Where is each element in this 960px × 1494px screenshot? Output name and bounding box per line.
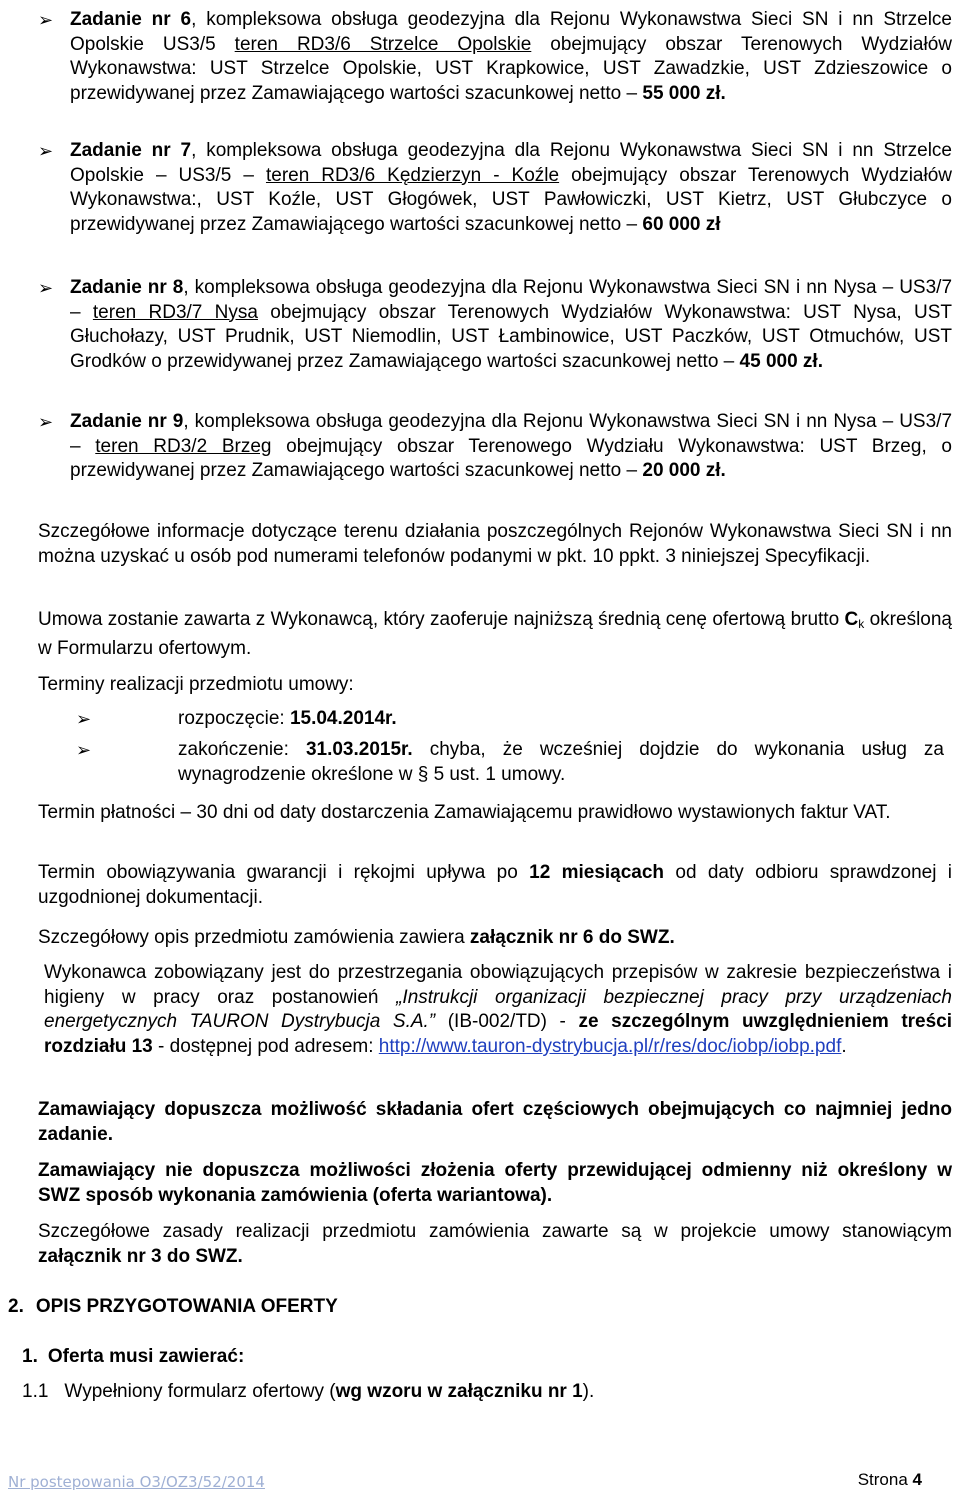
contract-draft-text: Szczegółowe zasady realizacji przedmiotu zamówienia zawarte są w projekcie umowy stanowiącym załącznik nr 3 do SWZ.: [38, 1221, 952, 1267]
terms-heading-paragraph: [38, 673, 952, 698]
footer-page-number: Strona 4: [857, 1470, 922, 1489]
warranty-paragraph: [38, 861, 952, 910]
partial-offers-paragraph: [38, 1098, 952, 1147]
info-paragraph: [38, 520, 952, 569]
iobp-link[interactable]: http://www.tauron-dystrybucja.pl/r/res/doc/iobp/iobp.pdf: [378, 1036, 842, 1058]
contract-paragraph: [38, 608, 952, 661]
arrow-bullet-icon: ➢: [38, 141, 54, 161]
details-text: Szczegółowe informacje dotyczące terenu działania poszczególnych Rejonów Wykonawstwa Sieci SN i nn można uzyskać u osób pod numerami telefonów podanymi w pkt. 10 ppkt. 3 niniejszej Specyfikacji.: [38, 521, 952, 567]
end-date-text: zakończenie: 31.03.2015r. chyba, że wcześniej dojdzie do wykonania usług za wynagrodzenie określone w § 5 ust. 1 umowy.: [178, 739, 944, 785]
task-7-bullet: [0, 139, 960, 238]
spec-paragraph: [38, 926, 952, 951]
task-6-bullet: [0, 8, 960, 107]
contract-draft-paragraph: [38, 1220, 952, 1269]
start-date-text: rozpoczęcie: 15.04.2014r.: [178, 708, 397, 729]
task-8-bullet: [0, 276, 960, 375]
safety-text: Wykonawca zobowiązany jest do przestrzegania obowiązujących przepisów w zakresie bezpieczeństwa i higieny w pracy oraz postanowień „Instrukcji organizacji bezpiecznej pracy przy urządzeniach energetycznych TAURON Dystrybucja S.A.” (IB-002/TD) - ze szczególnym uwzględnieniem treści rozdziału 13 - dostępnej pod adresem: http://www.tauron-dystrybucja.pl/r/res/doc/iobp/iobp.pdf.: [44, 962, 953, 1058]
arrow-bullet-icon: ➢: [38, 10, 54, 30]
item-1-1: 1.1 Wypełniony formularz ofertowy (wg wzoru w załączniku nr 1).: [22, 1381, 595, 1402]
footer-reference-number: Nr postepowania O3/OZ3/52/2014: [8, 1473, 265, 1491]
safety-paragraph: [44, 961, 952, 1060]
variant-offers-paragraph: [38, 1159, 952, 1208]
task-6-text: Zadanie nr 6, kompleksowa obsługa geodezyjna dla Rejonu Wykonawstwa Sieci SN i nn Strzelce Opolskie US3/5 teren RD3/6 Strzelce Opolskie obejmujący obszar Terenowych Wydziałów Wykonawstwa: UST Strzelce Opolskie, UST Krapkowice, UST Zawadzkie, UST Zdzieszowice o przewidywanej przez Zamawiającego wartości szacunkowej netto – 55 000 zł.: [70, 9, 952, 105]
task-8-text: Zadanie nr 8, kompleksowa obsługa geodezyjna dla Rejonu Wykonawstwa Sieci SN i nn Nysa – US3/7 – teren RD3/7 Nysa obejmujący obszar Terenowych Wydziałów Wykonawstwa: UST Nysa, UST Głuchołazy, UST Prudnik, UST Niemodlin, UST Łambinowice, UST Paczków, UST Otmuchów, UST Grodków o przewidywanej przez Zamawiającego wartości szacunkowej netto – 45 000 zł.: [70, 277, 953, 373]
task-9-bullet: [0, 410, 960, 484]
arrow-bullet-icon: ➢: [76, 740, 92, 760]
payment-text: Termin płatności – 30 dni od daty dostarczenia Zamawiającemu prawidłowo wystawionych faktur VAT.: [38, 802, 891, 823]
contract-text: Umowa zostanie zawarta z Wykonawcą, który zaoferuje najniższą średnią cenę ofertową brutto $C_k$ określoną w Formularzu ofertowym.: [38, 609, 952, 659]
arrow-bullet-icon: ➢: [38, 278, 54, 298]
partial-offers-text: Zamawiający dopuszcza możliwość składania ofert częściowych obejmujących co najmniej jedno zadanie.: [38, 1099, 952, 1145]
task-9-text: Zadanie nr 9, kompleksowa obsługa geodezyjna dla Rejonu Wykonawstwa Sieci SN i nn Nysa – US3/7 – teren RD3/2 Brzeg obejmujący obszar Terenowego Wydziału Wykonawstwa: UST Brzeg, o przewidywanej przez Zamawiającego wartości szacunkowej netto – 20 000 zł.: [70, 411, 953, 482]
arrow-bullet-icon: ➢: [76, 709, 92, 729]
payment-paragraph: [38, 801, 952, 826]
subsection-heading: 1. Oferta musi zawierać:: [22, 1346, 245, 1367]
variant-offers-text: Zamawiający nie dopuszcza możliwości złożenia oferty przewidującej odmienny niż określony w SWZ sposób wykonania zamówienia (oferta wariantowa).: [38, 1160, 952, 1206]
spec-text: Szczegółowy opis przedmiotu zamówienia zawiera załącznik nr 6 do SWZ.: [38, 927, 675, 948]
terms-heading: Terminy realizacji przedmiotu umowy:: [38, 674, 354, 695]
arrow-bullet-icon: ➢: [38, 412, 54, 432]
warranty-text: Termin obowiązywania gwarancji i rękojmi upływa po 12 miesiącach od daty odbioru sprawdzonej i uzgodnionej dokumentacji.: [38, 862, 952, 908]
task-7-text: Zadanie nr 7, kompleksowa obsługa geodezyjna dla Rejonu Wykonawstwa Sieci SN i nn Strzelce Opolskie – US3/5 – teren RD3/6 Kędzierzyn - Koźle obejmujący obszar Terenowych Wydziałów Wykonawstwa:, UST Koźle, UST Głogówek, UST Pawłowiczki, UST Kietrz, UST Głubczyce o przewidywanej przez Zamawiającego wartości szacunkowej netto – 60 000 zł: [70, 140, 953, 236]
section-heading: 2. OPIS PRZYGOTOWANIA OFERTY: [8, 1296, 338, 1317]
